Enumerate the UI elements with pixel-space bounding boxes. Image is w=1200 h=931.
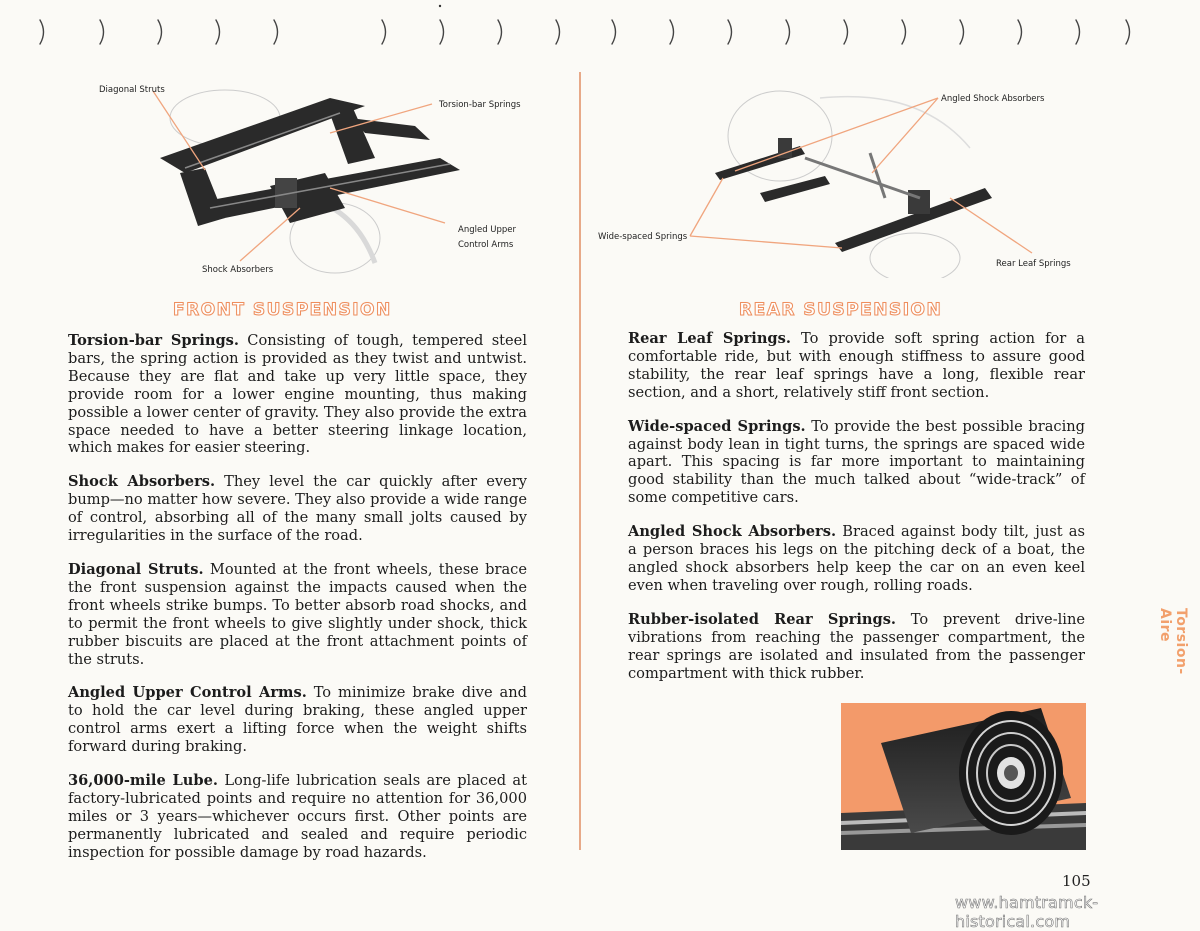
rear-suspension-illustration bbox=[590, 78, 1090, 278]
callout-angled-upper-line2: Control Arms bbox=[458, 240, 514, 250]
page-number: 105 bbox=[1062, 872, 1091, 890]
callout-rear-leaf-springs: Rear Leaf Springs bbox=[996, 259, 1071, 269]
front-text-column bbox=[68, 332, 527, 878]
rear-text-column bbox=[628, 330, 1085, 698]
binder-marks bbox=[0, 0, 1200, 62]
paragraph-angled-upper-control-arms: Angled Upper Control Arms. To minimize brake dive and to hold the car level during braking, these angled upper control arms exert a lifting force when the weight shifts forward during braking. bbox=[68, 684, 527, 756]
column-divider bbox=[579, 72, 581, 850]
paragraph-angled-shock-absorbers: Angled Shock Absorbers. Braced against body tilt, just as a person braces his legs on the pitching deck of a boat, the angled shock absorbers help keep the car on an even keel even when traveling over rough, rolling roads. bbox=[628, 523, 1085, 594]
watermark-url: www.hamtramck-historical.com bbox=[955, 893, 1099, 931]
front-suspension-title: FRONT SUSPENSION bbox=[173, 300, 392, 320]
callout-shock-absorbers: Shock Absorbers bbox=[202, 265, 274, 275]
callout-torsion-bar-springs: Torsion-bar Springs bbox=[439, 100, 521, 110]
side-tab-label: Torsion-Aire bbox=[1157, 608, 1189, 675]
rear-suspension-title: REAR SUSPENSION bbox=[739, 300, 943, 320]
paragraph-rubber-isolated-rear-springs: Rubber-isolated Rear Springs. To prevent drive-line vibrations from reaching the passenger compartment, the rear springs are isolated and insulated from the passenger compartment with thick rubber. bbox=[628, 610, 1085, 682]
paragraph-torsion-bar-springs: Torsion-bar Springs. Consisting of tough, tempered steel bars, the spring action is provided as they twist and untwist. Because they are flat and take up very little space, they provide room for a lower engine mounting, thus making possible a lower center of gravity. They also provide the extra space needed to have a better steering linkage location, which makes for easier steering. bbox=[68, 332, 527, 457]
callout-diagonal-struts: Diagonal Struts bbox=[99, 85, 165, 95]
callout-angled-shock-absorbers: Angled Shock Absorbers bbox=[941, 94, 1045, 104]
paragraph-diagonal-struts: Diagonal Struts. Mounted at the front wheels, these brace the front suspension against the impacts caused when the front wheels strike bumps. To better absorb road shocks, and to permit the front wheels to give slightly under shock, thick rubber biscuits are placed at the front attachment points of the struts. bbox=[68, 560, 527, 668]
callout-wide-spaced-springs: Wide-spaced Springs bbox=[598, 232, 688, 242]
paragraph-rear-leaf-springs: Rear Leaf Springs. To provide soft spring action for a comfortable ride, but with enough stiffness to assure good stability, the rear leaf springs have a long, flexible rear section, and a short, relatively stiff front section. bbox=[628, 330, 1085, 401]
paragraph-wide-spaced-springs: Wide-spaced Springs. To provide the best possible bracing against body lean in tight turns, the springs are spaced wide apart. This spacing is far more important to maintaining good stability than the much talked about “wide-track” of some competitive cars. bbox=[628, 417, 1085, 507]
paragraph-shock-absorbers: Shock Absorbers. They level the car quickly after every bump—no matter how severe. They also provide a wide range of control, absorbing all of the many small jolts caused by irregularities in the surface of the road. bbox=[68, 473, 527, 545]
leaf-spring-coil-image bbox=[841, 703, 1086, 850]
paragraph-36000-mile-lube: 36,000-mile Lube. Long-life lubrication seals are placed at factory-lubricated points and require no attention for 36,000 miles or 3 years—whichever occurs first. Other points are permanently lubricated and sealed and require periodic inspection for possible damage by road hazards. bbox=[68, 772, 527, 861]
leaf-spring-photo bbox=[841, 703, 1086, 850]
callout-angled-upper-line1: Angled Upper bbox=[458, 225, 517, 235]
